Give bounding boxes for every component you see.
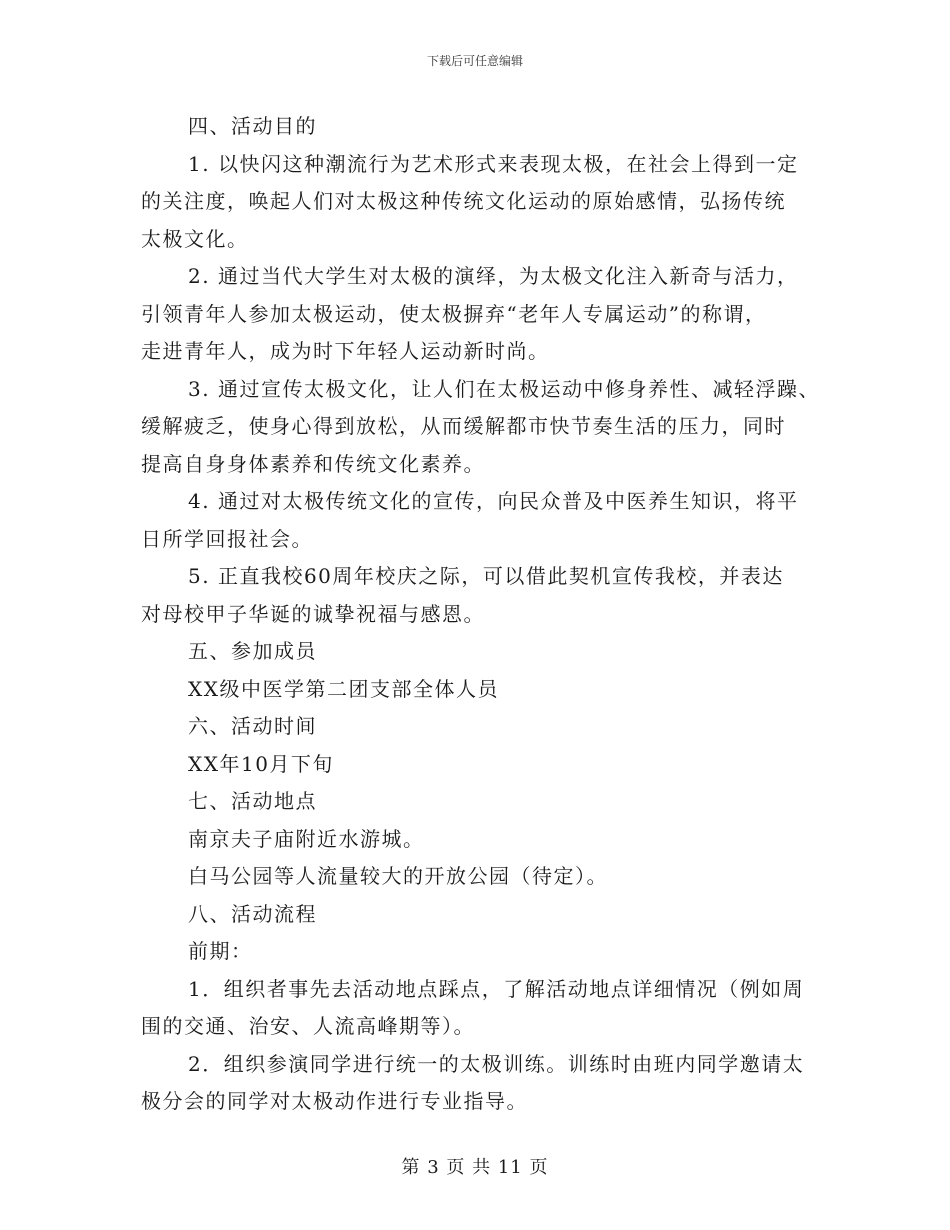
- text-line: 提高自身身体素养和传统文化素养。: [141, 451, 485, 476]
- text-line: 七、活动地点: [188, 789, 317, 813]
- text-line: 4. 通过对太极传统文化的宣传，向民众普及中医养生知识，将平: [188, 489, 799, 513]
- page-footer: 第 3 页 共 11 页: [401, 1157, 549, 1178]
- text-line: 四、活动目的: [188, 114, 317, 138]
- text-line: 白马公园等人流量较大的开放公园（待定）。: [188, 864, 608, 888]
- text-line: 5. 正直我校60周年校庆之际，可以借此契机宣传我校，并表达: [188, 564, 784, 588]
- text-line: 缓解疲乏，使身心得到放松，从而缓解都市快节奏生活的压力，同时: [141, 414, 786, 438]
- text-line: 极分会的同学对太极动作进行专业指导。: [141, 1089, 528, 1113]
- text-line: 1．组织者事先去活动地点踩点，了解活动地点详细情况（例如周: [188, 976, 805, 1001]
- text-line: 太极文化。: [141, 226, 249, 251]
- text-line: 南京夫子庙附近水游城。: [188, 826, 425, 851]
- text-line: 围的交通、治安、人流高峰期等）。: [141, 1014, 475, 1038]
- text-line: 的关注度，唤起人们对太极这种传统文化运动的原始感情，弘扬传统: [141, 189, 786, 213]
- text-line: 2. 通过当代大学生对太极的演绎，为太极文化注入新奇与活力，: [188, 264, 799, 288]
- text-line: 1. 以快闪这种潮流行为艺术形式来表现太极，在社会上得到一定: [188, 151, 799, 176]
- page-header: 下载后可任意编辑: [426, 54, 523, 68]
- text-line: 六、活动时间: [188, 714, 317, 738]
- text-line: XX级中医学第二团支部全体人员: [188, 676, 499, 701]
- document-body: [141, 108, 820, 1121]
- text-line: 五、参加成员: [188, 639, 317, 663]
- text-line: 2．组织参演同学进行统一的太极训练。训练时由班内同学邀请太: [188, 1051, 805, 1076]
- text-line: XX年10月下旬: [188, 751, 334, 776]
- text-line: 引领青年人参加太极运动，使太极摒弃“老年人专属运动”的称谓，: [141, 301, 767, 326]
- text-line: 走进青年人，成为时下年轻人运动新时尚。: [141, 339, 550, 363]
- text-line: 八、活动流程: [188, 901, 317, 926]
- text-line: 3. 通过宣传太极文化，让人们在太极运动中修身养性、减轻浮躁、: [188, 376, 820, 401]
- text-line: 日所学回报社会。: [141, 526, 313, 551]
- text-line: 前期：: [188, 939, 253, 963]
- text-line: 对母校甲子华诞的诚挚祝福与感恩。: [141, 601, 485, 626]
